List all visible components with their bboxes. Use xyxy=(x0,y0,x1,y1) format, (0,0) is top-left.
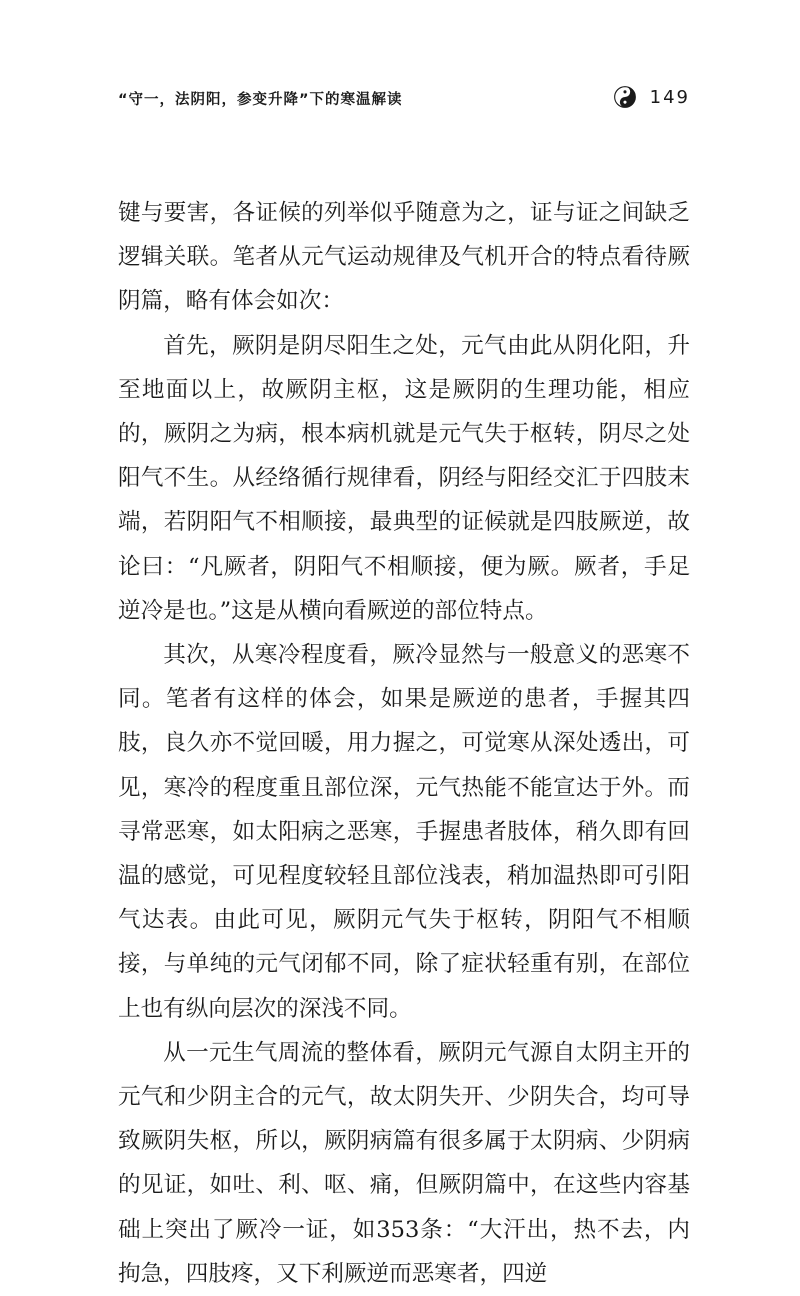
body-text xyxy=(118,191,690,1296)
paragraph-second: 其次，从寒冷程度看，厥冷显然与一般意义的恶寒不同。笔者有这样的体会，如果是厥逆的患者，手握其四肢，良久亦不觉回暖，用力握之，可觉寒从深处透出，可见，寒冷的程度重且部位深，元气热能不能宣达于外。而寻常恶寒，如太阳病之恶寒，手握患者肢体，稍久即有回温的感觉，可见程度较轻且部位浅表，稍加温热即可引阳气达表。由此可见，厥阴元气失于枢转，阴阳气不相顺接，与单纯的元气闭郁不同，除了症状轻重有别，在部位上也有纵向层次的深浅不同。 xyxy=(118,642,690,1022)
paragraph-first: 首先，厥阴是阴尽阳生之处，元气由此从阴化阳，升至地面以上，故厥阴主枢，这是厥阴的生理功能，相应的，厥阴之为病，根本病机就是元气失于枢转，阴尽之处阳气不生。从经络循行规律看，阴经与阳经交汇于四肢末端，若阴阳气不相顺接，最典型的证候就是四肢厥逆，故论曰：“凡厥者，阴阳气不相顺接，便为厥。厥者，手足逆冷是也。”这是从横向看厥逆的部位特点。 xyxy=(118,332,690,624)
paragraph-continued: 键与要害，各证候的列举似乎随意为之，证与证之间缺乏逻辑关联。笔者从元气运动规律及气机开合的特点看待厥阴篇，略有体会如次： xyxy=(118,200,690,315)
taiji-icon xyxy=(614,86,636,108)
running-header xyxy=(118,86,690,116)
header-right xyxy=(614,86,690,108)
header-title: “守一，法阴阳，参变升降”下的寒温解读 xyxy=(118,92,403,108)
page-number: 149 xyxy=(649,86,690,108)
paragraph-third: 从一元生气周流的整体看，厥阴元气源自太阴主开的元气和少阴主合的元气，故太阴失开、少阴失合，均可导致厥阴失枢，所以，厥阴病篇有很多属于太阴病、少阴病的见证，如吐、利、呕、痛，但厥阴篇中，在这些内容基础上突出了厥冷一证，如353条：“大汗出，热不去，内拘急，四肢疼，又下利厥逆而恶寒者，四逆 xyxy=(118,1039,690,1287)
